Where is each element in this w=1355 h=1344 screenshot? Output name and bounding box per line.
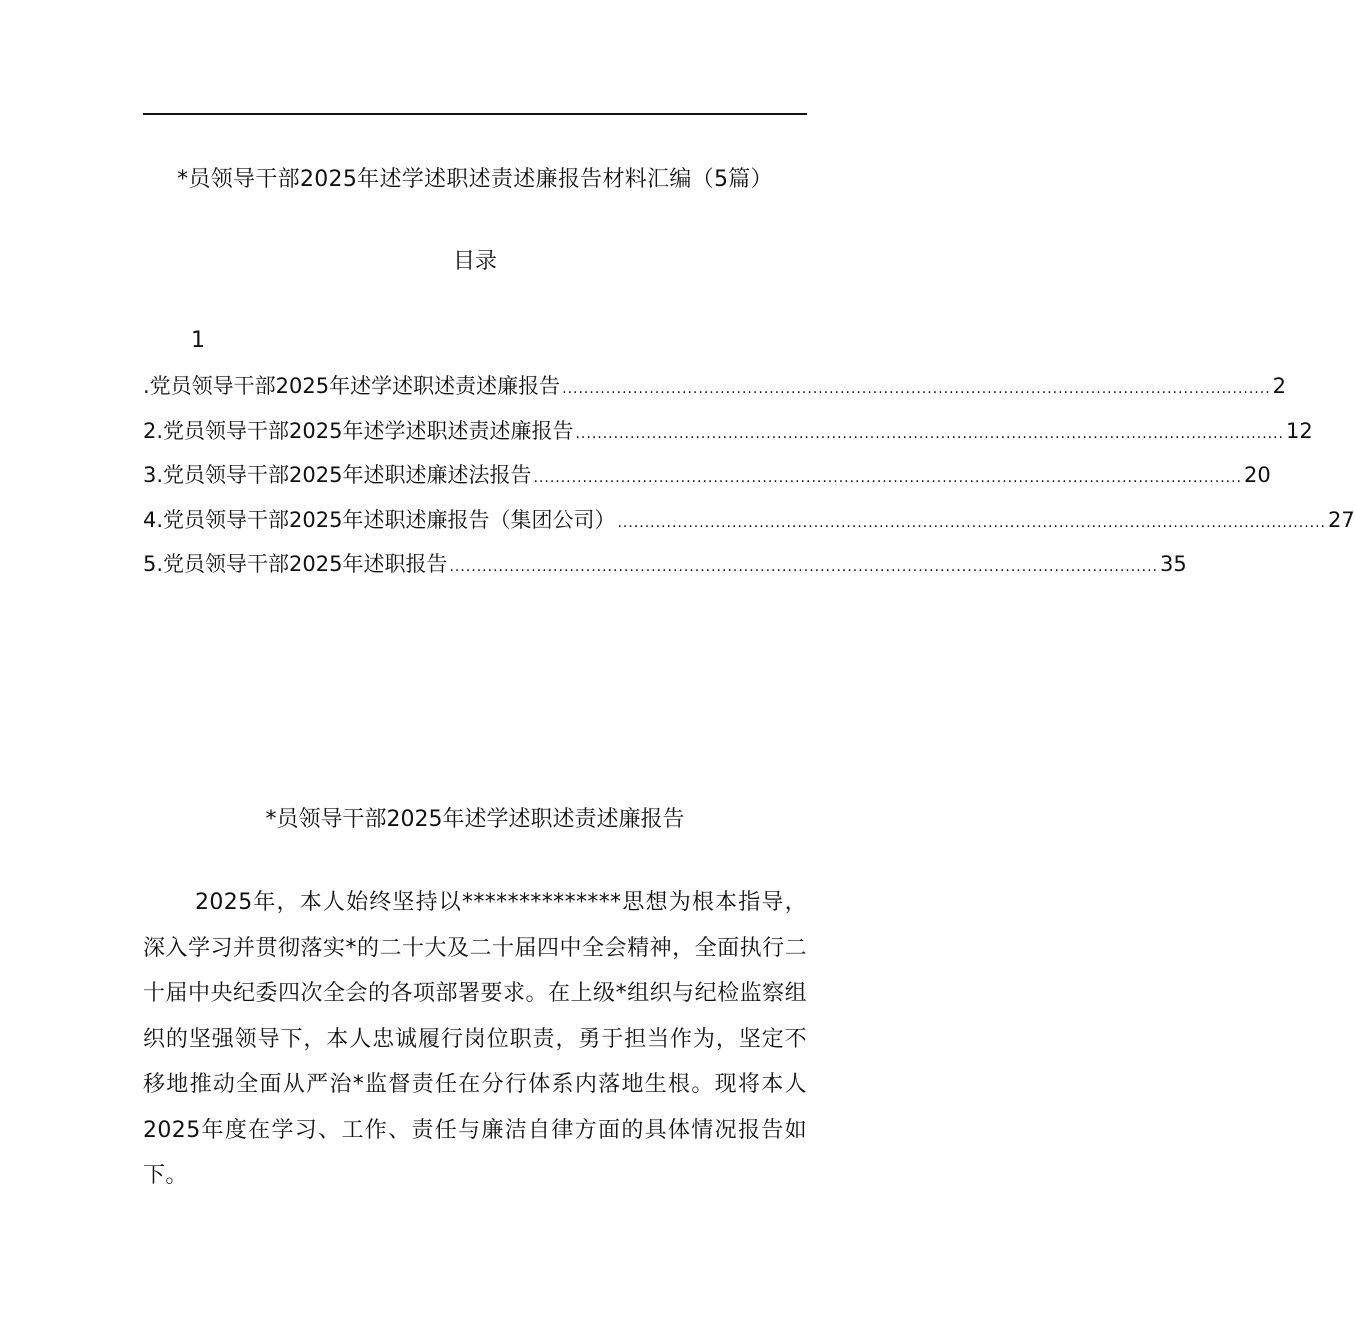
toc-entry-1[interactable] (143, 370, 1287, 415)
toc-entry-text: 2.党员领导干部2025年述学述职述责述廉报告 (143, 418, 574, 443)
toc-entry-text: 5.党员领导干部2025年述职报告 (143, 552, 448, 576)
toc-entry-page: 2 (1272, 374, 1287, 398)
toc-heading: 目录 (452, 249, 497, 274)
toc-entry-4[interactable] (143, 504, 1355, 549)
toc-leader-dots: .................................................................................................................................. (449, 559, 1159, 575)
toc-leader-dots: .................................................................................................................................. (617, 514, 1327, 531)
toc-entry-2[interactable] (143, 415, 1313, 460)
toc-leader-dots: .................................................................................................................................. (533, 470, 1243, 486)
toc-entry-5[interactable] (143, 548, 1187, 593)
document-title: *员领导干部2025年述学述职述责述廉报告材料汇编（5篇） (177, 167, 773, 192)
toc-orphan-number: 1 (191, 328, 205, 353)
section-title: *员领导干部2025年述学述职述责述廉报告 (265, 807, 685, 832)
toc-entry-page: 12 (1286, 418, 1313, 443)
toc-leader-dots: .................................................................................................................................. (575, 425, 1285, 442)
toc-leader-dots: .................................................................................................................................. (562, 381, 1271, 397)
body-paragraph: 2025年，本人始终坚持以**************思想为根本指导，深入学习并贯彻落实*的二十大及二十届四中全会精神，全面执行二十届中央纪委四次全会的各项部署要求。在上级*组织与纪检监察组织的坚强领导下，本人忠诚履行岗位职责，勇于担当作为，坚定不移地推动全面从严治*监督责任在分行体系内落地生根。现将本人2025年度在学习、工作、责任与廉洁自律方面的具体情况报告如下。 (143, 890, 807, 1188)
toc-entry-page: 27 (1328, 507, 1355, 532)
toc-entry-text: 3.党员领导干部2025年述职述廉述法报告 (143, 463, 532, 487)
toc-entry-page: 35 (1160, 552, 1187, 576)
toc-entry-text: 4.党员领导干部2025年述职述廉报告（集团公司） (143, 507, 616, 532)
table-of-contents (143, 370, 1355, 593)
toc-entry-page: 20 (1244, 463, 1271, 487)
toc-entry-text: .党员领导干部2025年述学述职述责述廉报告 (143, 374, 561, 398)
toc-entry-3[interactable] (143, 459, 1271, 504)
header-rule (143, 113, 807, 115)
